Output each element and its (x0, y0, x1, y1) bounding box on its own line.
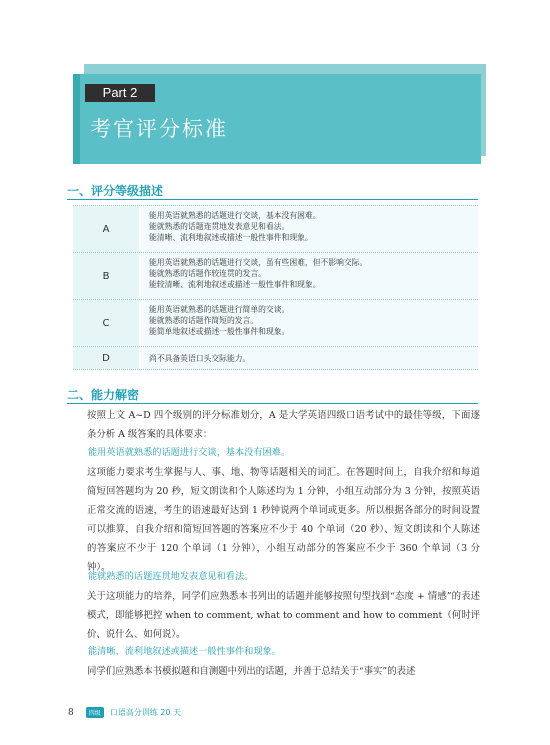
table-row (73, 346, 478, 370)
paragraph-3-text: 同学们应熟悉本书模拟题和自测题中列出的话题，并善于总结关于“事实”的表述 (87, 666, 416, 677)
description-line: 能用英语就熟悉的话题进行简单的交谈。 (149, 305, 290, 314)
description-line: 尚不具备英语口头交际能力。 (149, 353, 251, 363)
intro-text: 按照上文 A~D 四个级别的评分标准划分，A 是大学英语四级口语考试中的最佳等级，下面逐条分析 A 级答案的具体要求： (87, 410, 480, 440)
table-row (73, 205, 478, 252)
grade-description (139, 347, 478, 369)
description-line: 能就熟悉的话题作简短的发言。 (149, 316, 259, 325)
page-number: 8 (68, 707, 74, 718)
requirement-point-2: 能就熟悉的话题连贯地发表意见和看法。 (88, 571, 254, 582)
book-title: 口语高分训练 20 天 (109, 708, 182, 717)
description-line: 能简单地叙述或描述一般性事件和现象。 (149, 327, 290, 336)
section-heading-ability-analysis: 二、能力解密 (67, 388, 140, 402)
description-line: 能就熟悉的话题连贯地发表意见和看法。 (149, 222, 290, 231)
grade-description (139, 253, 478, 299)
page-title: 考官评分标准 (90, 117, 228, 141)
intro-paragraph (68, 406, 480, 444)
table-row (73, 299, 478, 346)
section-divider (67, 199, 478, 200)
footer-badge: 四级 (86, 707, 104, 718)
grade-table (73, 205, 478, 370)
part-label: Part 2 (85, 84, 155, 102)
description-line: 能清晰、流利地叙述或描述一般性事件和现象。 (149, 233, 313, 242)
description-line: 能用英语就熟悉的话题进行交谈，基本没有困难。 (149, 211, 321, 220)
paragraph-3 (68, 662, 480, 681)
grade-description (139, 206, 478, 252)
grade-label: C (73, 300, 139, 346)
requirement-point-3: 能清晰、流利地叙述或描述一般性事件和现象。 (88, 646, 281, 657)
paragraph-2 (68, 587, 480, 644)
description-line: 能较清晰、流利地叙述或描述一般性事件和现象。 (149, 280, 321, 289)
table-row (73, 252, 478, 299)
page-footer (68, 707, 181, 718)
paragraph-1 (68, 463, 480, 577)
grade-description (139, 300, 478, 346)
description-line: 能用英语就熟悉的话题进行交谈，虽有些困难，但不影响交际。 (149, 258, 368, 267)
section-divider (67, 403, 478, 404)
requirement-point-1: 能用英语就熟悉的话题进行交谈，基本没有困难。 (88, 447, 291, 458)
grade-label: D (73, 347, 139, 369)
grade-label: B (73, 253, 139, 299)
paragraph-1-text: 这项能力要求考生掌握与人、事、地、物等话题相关的词汇。在答题时间上，自我介绍和每道简短回答题均为 20 秒，短文朗读和个人陈述均为 1 分钟，小组互动部分为 3 分钟，按照英语正常交流的语速，考生的语速最好达到 1 秒钟说两个单词或更多。所以根据各部分的时间设置可以推算，自我介绍和简短回答题的答案应不少于 40 个单词（20 秒）、短文朗读和个人陈述的答案应不少于 120 个单词（1 分钟），小组互动部分的答案应不少于 360 个单词（3 分钟）。 (87, 467, 480, 573)
grade-label: A (73, 206, 139, 252)
section-heading-grade-description: 一、评分等级描述 (67, 184, 164, 198)
paragraph-2-text: 关于这项能力的培养，同学们应熟悉本书列出的话题并能够按照句型找到“态度 + 情感”的表述模式，即能够把控 when to comment, what to comment and how to comment（何时评价、说什么、如何说）。 (87, 591, 480, 640)
description-line: 能就熟悉的话题作较连贯的发言。 (149, 269, 266, 278)
